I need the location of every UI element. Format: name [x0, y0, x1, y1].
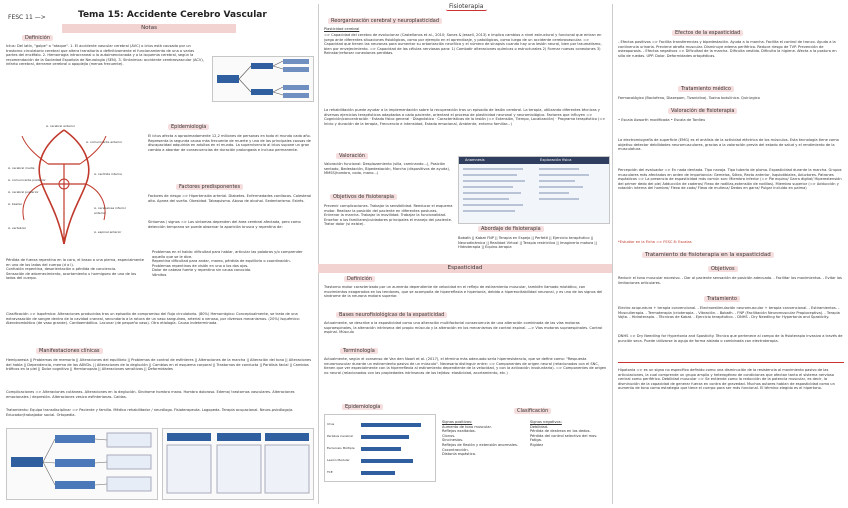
- diagram-lines: [213, 57, 313, 101]
- team-chart-2-shapes: [163, 429, 313, 499]
- approach-heading: Abordaje de fisioterapia: [478, 226, 544, 232]
- rehab-text: La rehabilitación puede ayudar a la implementación sobre la recuperación tras un episodio de lesión cerebral. La terapia, utilizando diferentes técnicas y diversos ejercicios terapéuticos adaptados a cada paciente, orientará el proceso de plasticidad neuronal y neuromiológico. Factores que influyen => Cognición/concentración · Estado físico general · Diagnóstico · Características de la lesión (=> Extensión, Tiempo, Localización) · Programa terapéutico (=> Inicio y duración de la terapia, Frecuencia e intensidad, Estado emocional, Ambiente, entorno familiar...): [324, 108, 606, 126]
- artery-label-4: A. comunicante posterior: [8, 178, 46, 182]
- effects-heading: Efectos de la espasticidad: [672, 30, 743, 36]
- negative-sign-4: Rigidez: [530, 442, 544, 447]
- definition-heading: Definición: [22, 35, 53, 41]
- medical-text: Farmacológico (Baclofeno, Diazepam, Tizanidina). Toxina botulínica. Quirúrgico: [618, 96, 760, 100]
- definition-text: Ictus: Del latín, "golpe" o "ataque". 1. El accidente vascular cerebral (AVC) o ictus está causado por un trastorno circulatorio cerebral que altera transitoria o definitivamente el funcionamiento de una o varias partes del encéfalo. 2. Hemorragia intracraneal o la autoimencionada y a la isquemia cerebral, según la recomendación de la Sociedad Española de Neurología (SEN). 3. Sinónimos: accidente cerebrovascular (ACV), infarto cerebral, derrame cerebral o apoplejía (menos frecuente).: [6, 44, 204, 67]
- positive-sign-0: Aumento de tono muscular.: [442, 424, 492, 429]
- bar-label-4: TCE: [327, 470, 333, 474]
- spasticity-band: [318, 264, 612, 273]
- perception-text: Percepción del evaluador => En nada dentada. Tipo navaja. Tipo tubería de plomo. Espasticidad durante la marcha. Grupos musculares más afectados en orden de importancia: Gemelos, Sóleo, Recto anterior, Isquiotibiales, Aductores. Patrones espásticos => La presencia de espasticidad más común son: Miembro inferior (=> Pie equino/ Garra digital/ Hiperextensión del primer dedo del pie/ Adducción de caderas/ Flexo de rodillas,extensión de rodillas). Miembro superior (=> Adducción y rotación interna del hombro/ Flexo de codo/ Flexo de muñeca/ Dedos en garra/ Pulgar incluido en palma): [618, 168, 842, 191]
- page-title: Tema 15: Accidente Cerebro Vascular: [78, 10, 267, 20]
- treatment-spasticity-heading: Tratamiento de fisioterapia en la espasticidad: [642, 252, 774, 258]
- negative-sign-2: Pérdida del control selectivo del mov.: [530, 433, 598, 438]
- bullets-left: [6, 258, 144, 281]
- medical-heading: Tratamiento médico: [678, 86, 734, 92]
- objectives-text: Prevenir complicaciones. Trabajar la sensibilidad. Reeducar el esquema motor. Realizar la posición del paciente en diferentes posturas. Entrenar la marcha. Trabajar la movilidad. Trabajar la funcionalidad. Enseñar a los familiares/cuidadores principales el manejo del paciente. Tratar dolor (si existe).: [324, 204, 453, 227]
- column-right: [612, 0, 848, 508]
- scales-text: • Escala Asworth modificada • Escala de Tardieu: [618, 118, 706, 122]
- bar-3: [361, 459, 413, 463]
- classification-text: Clasificación => Isquémico: Alteraciones producidas tras un episodio de compromiso del flujo circulatorio. (80%) Hemorrágico: Conceptualmente, se trata de una extravasación de sangre dentro de la cavidad craneal, secundaria a la rotura de un vaso sanguíneo, arterial o venoso, por diversos mecanismos. (20%) Isquémico: Aterotrombótico (de vaso grande). Cardioembólico. Lacunar (de pequeño vaso). Otra etiología. Causa indeterminada.: [6, 312, 300, 326]
- positive-sign-4: Reflejos de flexión y extensión anormales.: [442, 442, 518, 447]
- positive-sign-5: Cocontracción.: [442, 447, 469, 452]
- clinical-heading: Manifestaciones clínicas: [36, 348, 103, 354]
- artery-label-0: A. cerebral anterior: [46, 124, 76, 128]
- positive-signs-heading: Signos positivos:: [442, 420, 473, 424]
- artery-label-7: A. vertebral: [8, 226, 26, 230]
- physio-assessment-heading: Valoración de fisioterapia: [668, 108, 737, 114]
- team-chart-1-shapes: [7, 429, 157, 499]
- factors-heading: Factores predisponentes: [176, 184, 243, 190]
- reorg-heading: Reorganización cerebral y neuroplasticidad: [328, 18, 442, 24]
- positive-sign-2: Clonus.: [442, 433, 456, 438]
- epidemiology-text: El ictus afecta a aproximadamente 12,2 millones de personas en todo el mundo cada año. Representa la segunda causa más frecuente de muerte y una de las principales causas de discapacidad adquirida en adultos en el mundo. La supervivencia al ictus supone un gran cambio a abordar de consecuencias de duración prolongada e incluso permanente.: [148, 134, 311, 152]
- bullet-right-3: Dolor de cabeza fuerte y repentino sin causa conocida.: [152, 268, 252, 273]
- study-note: *Estudiar en la Ficha => FESC 8: Escalas: [618, 240, 692, 244]
- negative-signs: [530, 420, 610, 448]
- table-header-exploration: Exploración física: [540, 158, 572, 162]
- bullet-right-1: Repentina dificultad para andar, mareo, pérdida de equilibrio o coordinación.: [152, 259, 291, 264]
- artery-label-6: A. basilar: [8, 202, 22, 206]
- symptoms-text: Síntomas / signos => Los síntomas dependen del área cerebral afectada, pero como detección temprana se puede observar la aparición brusca y repentina de:: [148, 220, 301, 229]
- classification-diagram: [212, 56, 314, 102]
- complications-text: Complicaciones => Alteraciones cutáneas. Alteraciones en la deglución. Síndrome hombro mano. Hombro doloroso. Edema/ trastornos vasculares. Alteraciones emocionales / depresión. Alteraciones vesico esfinterianas. Caídas.: [6, 390, 295, 399]
- negative-sign-0: Debilidad.: [530, 424, 549, 429]
- bullet-right-4: Vómitos: [152, 272, 167, 277]
- positive-sign-1: Reflejos exaltados.: [442, 429, 476, 434]
- artery-label-2: A. carótida interna: [94, 172, 122, 176]
- bases-text: Actualmente, se describe a la espasticidad como una alteración multifactorial consecuencia de una alteración combinada de las vías motoras supraespinales, la alteración intrínseca del propio músculo y la alteración en los mecanismos de control espinal. —> Vías motoras supraespinales. Control espinal. Músculo: [324, 321, 603, 335]
- spasticity-title: Espasticidad: [447, 265, 483, 271]
- positive-signs: [442, 420, 526, 457]
- positive-sign-3: Sincinesias.: [442, 438, 464, 443]
- emg-text: La electromiografía de superficie (EMG) es el análisis de la actividad eléctrica de los músculos. Esta tecnología tiene como objetivo detectar debilidades neuromusculares, gracias a la valoración previa del estado de salud y el rendimiento de la musculatura.: [618, 138, 839, 152]
- physio-heading: Fisioterapia: [446, 4, 487, 11]
- classification2-heading: Clasificación: [514, 408, 551, 414]
- terminology-heading: Terminología: [340, 348, 378, 354]
- clinical-text: Hemiparesia || Problemas de memoria || Alteraciones del equilibrio || Problemas de control de esfínteres || Alteraciones de la marcha || Alteración del tono || Alteraciones del habla || Dependencia, merma de las ABVDs. || Alteraciones de la deglución || Cambios en el esquema corporal || Trastornos de conducta || Parálisis facial || Cambios tróficos en la piel || Dolor cognitivo || Hemianopsia || Alteraciones sensitivas || Deformidades: [6, 358, 312, 372]
- bar-1: [361, 435, 409, 439]
- assessment-text: Valoración funcional: Desplazamiento (silla, caminando...), Posición sentado, Bedestación, Bipedestación, Marcha (dispositivos de ayuda), MMSS(hombro, codo, mano...): [324, 162, 451, 176]
- plasticity-heading: Plasticidad cerebral: [324, 27, 360, 31]
- objectives2-heading: Objetivos: [708, 266, 738, 272]
- column-left: [0, 0, 318, 508]
- team-chart-1: [6, 428, 158, 500]
- bullet-right-0: Problemas en el habla: dificultad para hablar, articular las palabras y/o comprender aquello que se le dice.: [152, 250, 303, 259]
- bar-4: [361, 471, 395, 475]
- bar-2: [361, 447, 401, 451]
- bullet-left-2: Sensación de adormecimiento, acortamiento u hormigueo de uno de los lados del cuerpo.: [6, 271, 137, 281]
- bullets-right: [152, 250, 314, 278]
- artery-label-5: A. cerebral posterior: [8, 190, 39, 194]
- objectives2-text: Reducir el tono muscular excesivo. - Dar al paciente sensación de posición adecuada. - Facilitar los movimientos. - Evitar las limitaciones articulares.: [618, 276, 842, 285]
- treatment2-heading: Tratamiento: [704, 296, 740, 302]
- bullet-left-1: Confusión repentina, desorientación o pérdida de conciencia.: [6, 267, 117, 272]
- section-divider: [618, 362, 844, 363]
- approach-text: Bobath || Kabat FNP || Terapia en Espejo || Perfetti || Ejercicio terapéutico || Neurodinámica || Realidad Virtual || Terapia restrictiva || Imaginería motora || Hidroterapia || Equino-terapia: [458, 236, 597, 250]
- bar-label-1: Parálisis Cerebral: [327, 434, 353, 438]
- objectives-heading: Objetivos de fisioterapia: [330, 194, 397, 200]
- prevalence-chart: [324, 414, 436, 482]
- bar-label-3: Lesión Medular: [327, 458, 350, 462]
- bullet-right-2: Problemas repentinos de visión en uno o los dos ojos.: [152, 263, 249, 268]
- bar-label-2: Esclerosis Múltiple: [327, 446, 355, 450]
- bullet-left-0: Pérdida de fuerza repentina en la cara, el brazo o una pierna, especialmente en uno de los lados del cuerpo (d o i).: [6, 258, 145, 267]
- table-rows: [459, 164, 609, 222]
- team-chart-2: [162, 428, 314, 500]
- artery-label-9: A. espinal anterior: [94, 230, 122, 234]
- epidemiology2-heading: Epidemiología: [342, 404, 383, 410]
- spasticity-def-text: Trastorno motor caracterizado por un aumento dependiente de velocidad en el reflejo de estiramiento muscular, también llamado miotático, con movimientos exagerados en los tendones, que se acompaña de hiperreflexia e hipertonía, debido a hiperexcitabilidad neuronal, y es uno de los signos del síndrome de la neurona motora superior.: [324, 285, 603, 299]
- treatment-text: Tratamiento: Equipo transdisciplinar => Paciente y familia. Médico rehabilitador / neurólogo. Fisioterapeuta. Logopeda. Terapia ocupacional. Neuro-psicólogo/a. Educador/trabajador social. Ortopedia.: [6, 408, 294, 417]
- treatment2-text: Electro acupuntura + terapia convencional. - Electroestimulación neuromuscular + terapia convencional. - Estiramientos. - Musculterapia. - Termoterapia /crioterapia. - Vibración. - Bobath. - FNP (Facilitación Neuromuscular Propioceptiva). - Terapia Vojta. - Hidroterapia. - Técnicas de Kabat. - Ejercicio terapéutico. - DNHS - Dry Needling for Hypertonia and Spasticity.: [618, 306, 840, 320]
- column-middle: [318, 0, 612, 508]
- notes-label: Notas: [141, 25, 157, 31]
- effects-text: - Efectos positivos => Facilita transferencias y bipedestación. Ayuda a la marcha. Facilita el control de tronco. Ayuda a la continencia urinaria. Previene atrofia muscular. Disminuye edema periférico. Reduce riesgo de TVP. Prevención de osteoporosis. - Efectos negativos => Dificultad de la marcha. Dificulta vestido. Dificulta la higiene. Afecta a la postura en silla de ruedas. UPP. Dolor. Deformidades ortopédicas.: [618, 40, 837, 58]
- assessment-heading: Valoración: [336, 153, 368, 159]
- fesc-label: FESC 11 —>: [8, 14, 46, 21]
- negative-sign-1: Pérdida de destreza en los dedos.: [530, 429, 591, 434]
- epidemiology-heading: Epidemiología: [168, 124, 209, 130]
- dnhs-text: DNHS => Dry Needling for Hypertonia and Spasticity. Técnica que pertenece al campo de la fisioterapia invasiva a través de punción seca. Puede utilizarse la aguja de forma aislada o combinada con electroterapia.: [618, 334, 843, 343]
- artery-label-8: A. cerebelosa inferior anterior: [94, 206, 126, 215]
- table-header: [459, 157, 609, 164]
- notes-band: [62, 24, 236, 33]
- terminology-text: Actualmente, según el consenso de Van den Noort et al. (2017), el término más adecuado sería hiperresistencia, que se define como: "Respuesta neuromuscular durante un estiramiento pasivo de un músculo". Necesario distinguir entre: => Componentes de origen neural (relacionados con el SNC, tienen que ver especialmente con la hiperreflexia al estiramiento dependiente de la velocidad, y con la activación involuntaria). => Componentes de origen no neural (relacionados con las propiedades intrínsecas de los tejidos: elasticidad, acortamiento, etc.): [324, 357, 607, 375]
- factors-text: Factores de riesgo => Hipertensión arterial. Diabetes. Enfermedades cardíacas. Colesterol alto. Apnea del sueño. Obesidad. Tabaquismo. Abuso de alcohol. Sedentarismo. Estrés.: [148, 194, 312, 203]
- negative-sign-3: Fatiga.: [530, 438, 542, 443]
- artery-label-3: A. cerebral media: [8, 166, 35, 170]
- table-header-anamnesis: Anamnesis: [465, 158, 485, 162]
- spasticity-def-heading: Definición: [344, 276, 375, 282]
- negative-signs-heading: Signos negativos:: [530, 420, 562, 424]
- anamnesis-table: [458, 156, 610, 224]
- hypotonia-text: Hipotonía => es un signo no específico definido como una disminución de la resistencia al movimiento pasivo de las articulaciones, la cual comprende un grupo amplio y heterogéneo de condiciones que afectan tanto el sistema nervioso central como periférico. Debilidad muscular => Se entiende como la reducción de la potencia muscular, es decir, la disminución de la capacidad de generar fuerza en contra de gravedad. Muchos autores hablan de espasticidad como un aumento de tono como estrategia que tiene el cuerpo para ser más funcional. El término elegido es el hipertono.: [618, 368, 835, 391]
- bar-0: [361, 423, 421, 427]
- bar-label-0: Ictus: [327, 422, 335, 426]
- plasticity-text: => Capacidad del cerebro de evolucionar (Castellanos et al., 2010; Sanes & Jessell, 2013) e implica cambios a nivel estructural y funcional que entran en juego ante diferentes situaciones fisiológicas, como por ejemplo en el aprendizaje, y patológicas, como luego de un accidente cerebrovascular. => Capacidad que tienen las neuronas para aumentar su arborización neurítica y el número de sinapsis cuando hay una lesión neural, bien por traumatismo, bien por envejecimiento. => Capacidad de las células nerviosas para: 1) Combatir alteraciones químicas o estructurales 2) Formar nuevas conexiones 3) Reinstar/reforzar conexiones perdidas.: [324, 33, 602, 56]
- artery-label-1: A. comunicante anterior: [86, 140, 123, 144]
- bases-heading: Bases neurofisiológicas de la espasticidad: [336, 312, 447, 318]
- positive-sign-6: Distonía espástica.: [442, 452, 477, 457]
